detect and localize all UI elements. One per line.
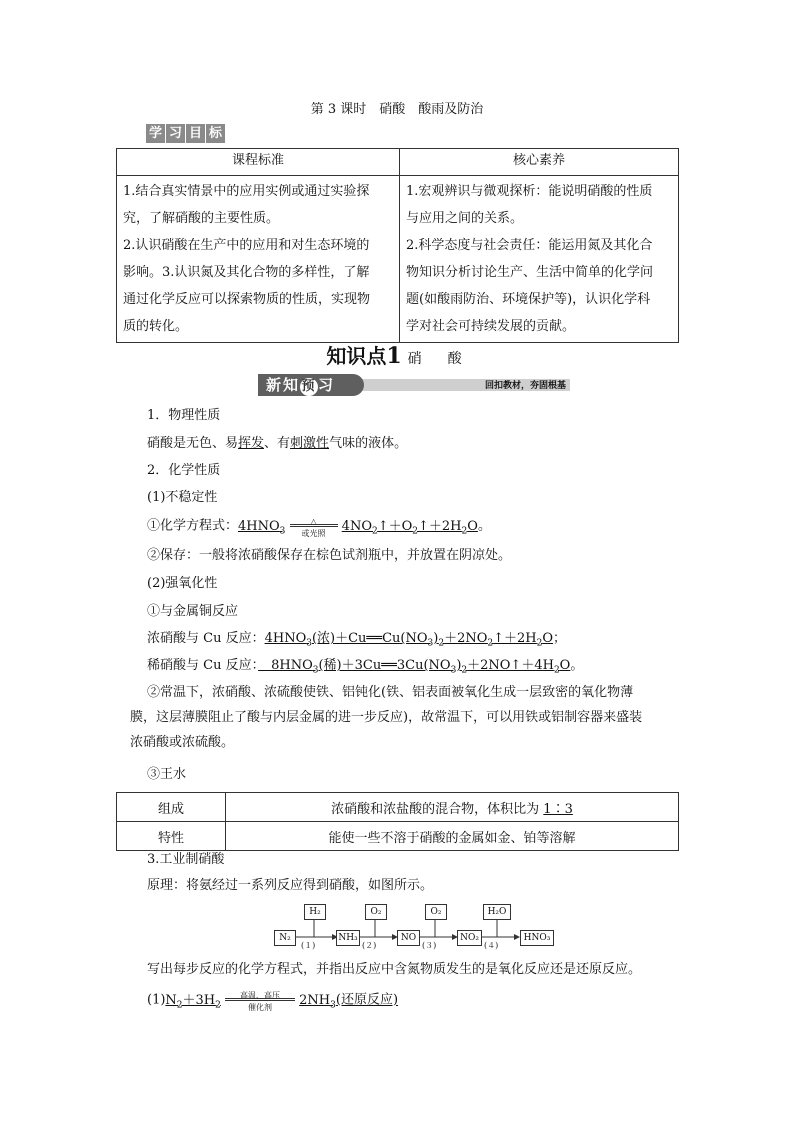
preview-banner: 新知预 习 回扣教材，夯固根基 — [258, 374, 570, 396]
course-standard-cell: 1.结合真实情景中的应用实例或通过实验探 究，了解硝酸的主要性质。 2.认识硝酸在生产中的应用和对生态环境的 影响。3.认识氮及其化合物的多样性，了解 通过化学反应可以探索物质的性质，实现物 质的转化。 — [117, 176, 400, 343]
aqua-regia-table — [116, 792, 679, 851]
badge-char: 学 — [146, 124, 165, 143]
step-label: (２) — [362, 941, 377, 950]
badge-char: 目 — [186, 124, 205, 143]
learning-goals-badge — [146, 124, 225, 143]
preview-circle-icon: 预 — [301, 379, 317, 394]
step-label: (３) — [422, 941, 437, 950]
species-no2: NO₂ — [457, 930, 482, 946]
standards-table — [116, 148, 679, 343]
industrial-flow-diagram — [270, 900, 560, 950]
header-core-literacy: 核心素养 — [400, 149, 679, 176]
instruction-text: 写出每步反应的化学方程式，并指出反应中含氮物质发生的是氧化反应还是还原反应。 — [147, 962, 642, 977]
banner-tagline: 回扣教材，夯固根基 — [484, 381, 566, 391]
principle-text: 原理：将氨经过一系列反应得到硝酸，如图所示。 — [147, 878, 434, 893]
header-course-standard: 课程标准 — [117, 149, 400, 176]
species-nh3: NH₃ — [336, 930, 360, 946]
aqua-composition-label: 组成 — [117, 793, 226, 822]
step-label: (１) — [301, 941, 316, 950]
aqua-property-label: 特性 — [117, 822, 226, 851]
aqua-composition-value: 浓硝酸和浓盐酸的混合物，体积比为 1∶3 — [226, 793, 679, 822]
badge-char: 标 — [206, 124, 225, 143]
page-title: 第 3 课时 硝酸 酸雨及防治 — [310, 102, 484, 117]
core-literacy-cell: 1.宏观辨识与微观探析：能说明硝酸的性质 与应用之间的关系。 2.科学态度与社会责任：能运用氮及其化合 物知识分析讨论生产、生活中简单的化学问 题(如酸雨防治、环境保护等)，认识化学科 学对社会可持续发展的贡献。 — [400, 176, 679, 343]
dilute-copper-equation: 稀硝酸与 Cu 反应： $8HNO_3$(稀)$+3Cu══3Cu(NO_3)_2+2NO↑+4H_2O$。 — [147, 658, 584, 676]
reagent-o2: O₂ — [365, 904, 387, 920]
reagent-h2: H₂ — [304, 904, 326, 920]
knowledge-point-heading: 知识点1 硝 酸 — [326, 343, 468, 369]
reagent-h2o: H₂O — [483, 904, 511, 920]
reagent-o2: O₂ — [425, 904, 447, 920]
species-n2: N₂ — [274, 930, 296, 946]
storage-text: ②保存：一般将浓硝酸保存在棕色试剂瓶中，并放置在阴凉处。 — [147, 548, 512, 563]
passivation-paragraph: ②常温下，浓硝酸、浓硫酸使铁、铝钝化(铁、铝表面被氧化生成一层致密的氧化物薄 膜，这层薄膜阻止了酸与内层金属的进一步反应)，故常温下，可以用铁或铝制容器来盛装 浓硝酸或浓硫酸。 — [130, 685, 643, 750]
section-physical: 1．物理性质 — [147, 408, 221, 423]
ammonia-synthesis-equation: $(1)N_2+3H_2$ 高温、高压 催化剂 $2NH_3$(还原反应) — [147, 991, 399, 1012]
section-chemical: 2．化学性质 — [147, 463, 221, 478]
conc-copper-equation: 浓硝酸与 Cu 反应：$4HNO_3$(浓)$+Cu══Cu(NO_3)_2+2NO_2↑+2H_2O$； — [147, 631, 567, 649]
instability-heading: (1)不稳定性 — [147, 490, 218, 505]
physical-text: 硝酸是无色、易挥发、有刺激性气味的液体。 — [147, 436, 408, 451]
aqua-regia-heading: ③王水 — [147, 767, 187, 782]
industrial-heading: 3.工业制硝酸 — [147, 852, 225, 867]
step-label: (４) — [484, 941, 499, 950]
species-hno3: HNO₃ — [520, 930, 554, 946]
oxidizing-heading: (2)强氧化性 — [147, 576, 218, 591]
species-no: NO — [397, 930, 420, 946]
copper-heading: ①与金属铜反应 — [147, 604, 239, 619]
badge-char: 习 — [166, 124, 185, 143]
decomposition-equation: ①化学方程式：$4HNO_3$ △ 或光照 $4NO_2↑+O_2↑+2H_2O$。 — [147, 517, 491, 538]
aqua-property-value: 能使一些不溶于硝酸的金属如金、铂等溶解 — [226, 822, 679, 851]
